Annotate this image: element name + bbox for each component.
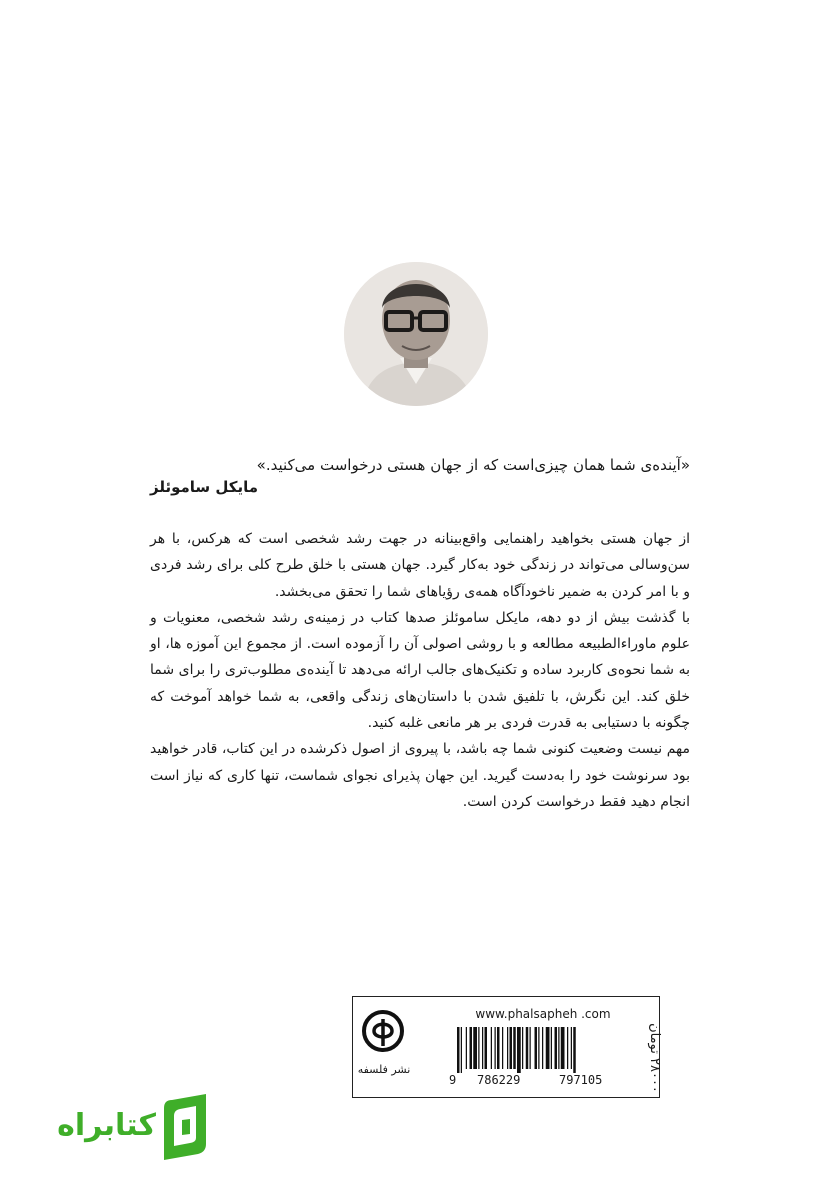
author-portrait bbox=[344, 262, 488, 406]
publisher-info-box bbox=[352, 996, 660, 1098]
isbn-barcode bbox=[457, 1027, 625, 1073]
description-paragraph-1: از جهان هستی بخواهید راهنمایی واقع‌بینانه در جهت رشد شخصی است که هرکس، با هر سن‌وسالی می‌تواند در زندگی خود به‌کار گیرد. جهان هستی با خلق طرح کلی برای رشد فردی و با امر کردن به ضمیر ناخودآگاه همه‌ی رؤیاهای شما را تحقق می‌بخشد. bbox=[150, 531, 690, 600]
author-portrait-drawing bbox=[344, 262, 488, 406]
book-price: ۲۸۰۰۰ تومان bbox=[647, 1023, 662, 1093]
publisher-name: نشر فلسفه bbox=[357, 1063, 411, 1076]
isbn-number bbox=[449, 1073, 629, 1089]
description-paragraph-2: با گذشت بیش از دو دهه، مایکل ساموئلز صدها کتاب در زمینه‌ی رشد شخصی، معنویات و علوم ماوراءالطبیعه مطالعه و با روشی اصولی آن را آزموده است. از مجموع این آموزه ها، او به شما نحوه‌ی کاربرد ساده و تکنیک‌های جالب ارائه می‌دهد تا آینده‌ی مطلوب‌تری را برای شما خلق کند. این نگرش، با تلفیق شدن با داستان‌های زندگی واقعی، به شما خواهد آموخت که چگونه با دستیابی به قدرت فردی بر هر مانعی غلبه کنید. bbox=[150, 609, 690, 732]
description-paragraph-3: مهم نیست وضعیت کنونی شما چه باشد، با پیروی از اصول ذکرشده در این کتاب، قادر خواهید بود سرنوشت خود را به‌دست گیرید. این جهان پذیرای نجوای شماست، تنها کاری که نیاز است انجام دهید فقط درخواست کردن است. bbox=[150, 741, 690, 810]
publisher-website[interactable]: www.phalsapheh .com bbox=[475, 1007, 611, 1021]
ketabrah-book-icon bbox=[156, 1094, 214, 1160]
isbn-first-digit: 9 bbox=[449, 1073, 457, 1087]
book-description bbox=[150, 526, 690, 815]
book-quote: «آینده‌ی شما همان چیزی‌است که از جهان هستی درخواست می‌کنید.» bbox=[256, 456, 690, 474]
quote-author: مایکل ساموئلز bbox=[150, 478, 259, 496]
isbn-left-group: 786229 bbox=[477, 1073, 521, 1087]
isbn-right-group: 797105 bbox=[559, 1073, 603, 1087]
ketabrah-wordmark: کتابراه bbox=[57, 1108, 156, 1143]
publisher-logo-icon bbox=[361, 1009, 405, 1053]
ketabrah-watermark bbox=[44, 1094, 214, 1160]
